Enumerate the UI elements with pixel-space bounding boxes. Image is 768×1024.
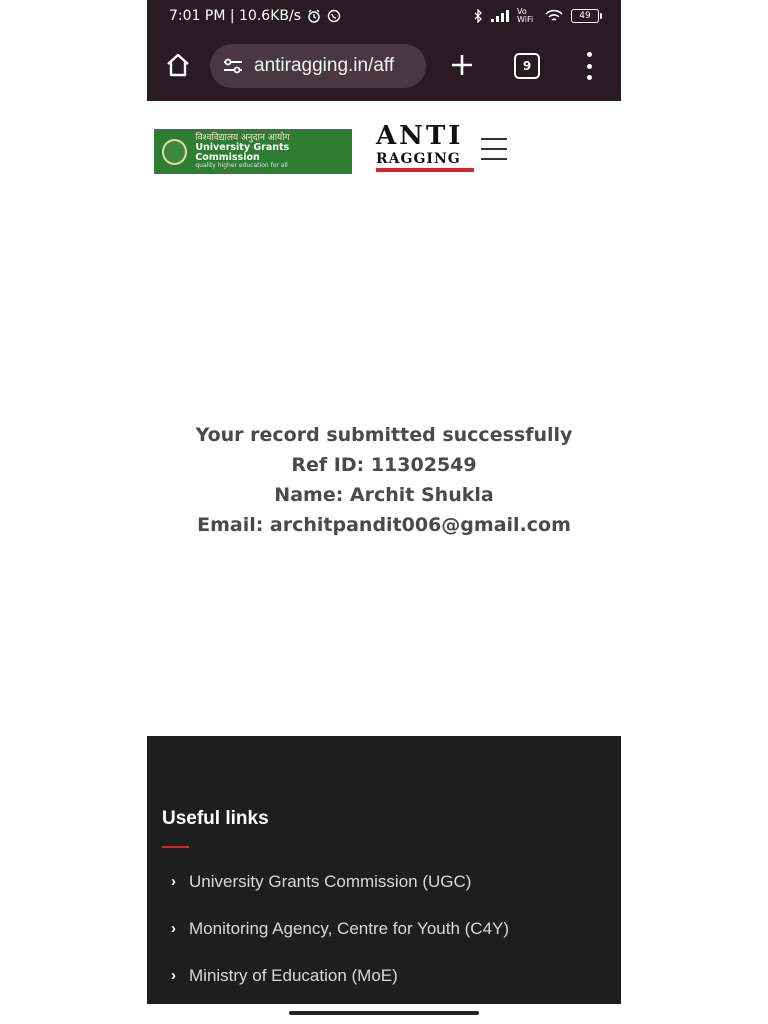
anti-logo-bottom: RAGGING xyxy=(376,151,461,167)
chevron-right-icon: › xyxy=(171,873,176,890)
phone-screen xyxy=(147,0,621,1024)
name-text: Name: Archit Shukla xyxy=(274,484,494,506)
site-header xyxy=(147,101,621,191)
link-label[interactable]: University Grants Commission (UGC) xyxy=(189,871,472,891)
tab-switcher-button[interactable]: 9 xyxy=(514,53,540,79)
wifi-icon xyxy=(545,9,563,23)
gesture-home-indicator[interactable] xyxy=(289,1011,479,1015)
chevron-right-icon: › xyxy=(171,967,176,984)
url-bar[interactable] xyxy=(210,44,426,88)
home-button[interactable] xyxy=(163,50,193,80)
browser-toolbar xyxy=(147,42,621,90)
plus-icon xyxy=(450,53,474,77)
status-left xyxy=(169,8,341,24)
useful-links-list xyxy=(171,858,509,999)
menu-dot xyxy=(587,75,592,80)
anti-logo-underline xyxy=(376,168,474,172)
chevron-right-icon: › xyxy=(171,920,176,937)
anti-ragging-logo[interactable] xyxy=(374,121,484,177)
email-text: Email: architpandit006@gmail.com xyxy=(197,514,571,536)
ugc-tagline: quality higher education for all xyxy=(195,162,288,170)
url-text[interactable]: antiragging.in/aff xyxy=(254,55,395,76)
browser-chrome xyxy=(147,0,621,101)
hamburger-line xyxy=(481,148,507,150)
footer xyxy=(147,736,621,1004)
menu-dot xyxy=(587,52,592,57)
confirmation-message xyxy=(147,420,621,540)
home-icon xyxy=(165,52,191,78)
footer-title-underline xyxy=(162,846,189,848)
status-time: 7:01 PM | 10.6KB/s xyxy=(169,8,301,24)
status-bar xyxy=(147,0,621,34)
link-moe[interactable] xyxy=(171,952,509,999)
success-text: Your record submitted successfully xyxy=(195,424,573,446)
ref-id-text: Ref ID: 11302549 xyxy=(291,454,477,476)
alarm-icon xyxy=(307,9,321,23)
ugc-logo-text xyxy=(195,134,352,170)
ugc-logo[interactable] xyxy=(154,129,352,174)
ugc-emblem-icon xyxy=(162,139,187,165)
anti-logo-top: ANTI xyxy=(376,121,464,151)
link-ugc[interactable] xyxy=(171,858,509,905)
browser-menu-button[interactable] xyxy=(579,52,599,80)
battery-icon: 49 xyxy=(571,9,599,23)
hamburger-line xyxy=(481,138,507,140)
menu-dot xyxy=(587,64,592,69)
ugc-english-name: University Grants Commission xyxy=(195,142,290,164)
footer-title: Useful links xyxy=(162,808,269,829)
whatsapp-icon xyxy=(327,9,341,23)
vowifi-label: Vo WiFi xyxy=(517,7,534,24)
ugc-hindi-name: विश्वविद्यालय अनुदान आयोग xyxy=(195,132,290,143)
status-right xyxy=(473,8,599,24)
hamburger-line xyxy=(481,158,507,160)
new-tab-button[interactable] xyxy=(445,48,479,82)
link-c4y[interactable] xyxy=(171,905,509,952)
link-label[interactable]: Monitoring Agency, Centre for Youth (C4Y) xyxy=(189,918,510,938)
link-label[interactable]: Ministry of Education (MoE) xyxy=(189,965,398,985)
site-settings-icon[interactable] xyxy=(222,58,244,74)
bluetooth-icon xyxy=(473,9,483,23)
signal-icon xyxy=(491,10,509,22)
hamburger-menu-icon[interactable] xyxy=(481,138,507,160)
